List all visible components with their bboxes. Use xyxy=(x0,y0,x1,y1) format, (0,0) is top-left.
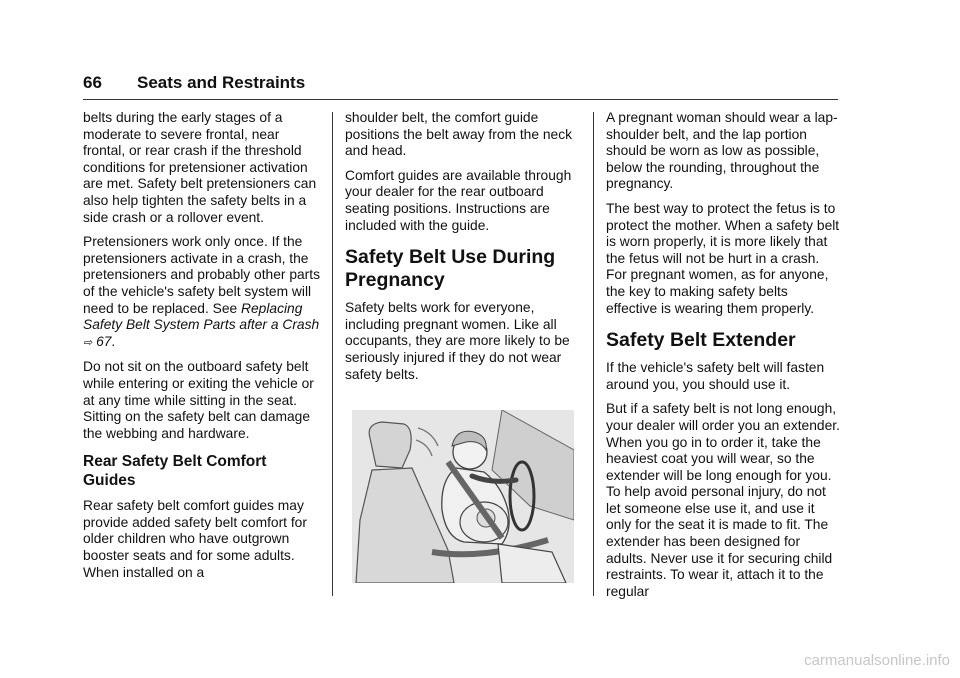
column-3 xyxy=(606,110,842,608)
paragraph-belts-work-for-everyone: Safety belts work for everyone, including pregnant women. Like all occupants, they are more likely to be seriously injured if they do not wear safety belts. xyxy=(345,300,570,382)
pregnant-woman-illustration xyxy=(352,410,574,583)
heading-belt-extender: Safety Belt Extender xyxy=(606,329,796,352)
cross-reference-title: Replacing Safety Belt System Parts after a Crash xyxy=(83,300,320,333)
paragraph-comfort-guides-available: Comfort guides are available through your dealer for the rear outboard seating positions. Instructions are included with the guide. xyxy=(345,167,572,233)
paragraph-pretensioners-once xyxy=(83,234,323,351)
heading-rear-comfort-guides: Rear Safety Belt Comfort Guides xyxy=(83,453,267,490)
heading-pregnancy: Safety Belt Use During Pregnancy xyxy=(345,246,556,292)
page-arrow-icon: ⇨ xyxy=(83,336,93,349)
paragraph-comfort-guides: Rear safety belt comfort guides may provide added safety belt comfort for older children who have outgrown booster seats and for some adults. When installed on a xyxy=(83,498,307,580)
column-divider-1 xyxy=(332,112,333,596)
paragraph-shoulder-belt: shoulder belt, the comfort guide positions the belt away from the neck and head. xyxy=(345,110,573,159)
page-number: 66 xyxy=(83,73,102,92)
column-1 xyxy=(83,110,323,589)
paragraph-extender-details: But if a safety belt is not long enough, your dealer will order you an extender. When you go in to order it, take the heaviest coat you will wear, so the extender will be long enough for you. To help avoid personal injury, do not let someone else use it, and use it only for the seat it is made to fit. The extender has been designed for adults. Never use it for securing child restraints. To wear it, attach it to the regular xyxy=(606,401,840,599)
paragraph-outboard-belt: Do not sit on the outboard safety belt while entering or exiting the vehicle or at any time while sitting in the seat. Sitting on the safety belt can damage the webbing and hardware. xyxy=(83,359,314,441)
column-divider-2 xyxy=(593,112,594,596)
cross-reference-page: 67 xyxy=(96,333,112,349)
paragraph-lap-shoulder-belt: A pregnant woman should wear a lap-shoulder belt, and the lap portion should be worn as low as possible, below the rounding, throughout the pregnancy. xyxy=(606,110,838,192)
column-2 xyxy=(345,110,577,391)
paragraph-protect-fetus: The best way to protect the fetus is to protect the mother. When a safety belt is worn properly, it is more likely that the fetus will not be hurt in a crash. For pregnant women, as for anyone, the key to making safety belts effective is wearing them properly. xyxy=(606,200,840,316)
paragraph-text: Pretensioners work only once. If the pretensioners activate in a crash, the pretensioners and probably other parts of the vehicle's safety belt system will need to be replaced. See xyxy=(83,234,320,316)
illustration-svg xyxy=(352,410,574,583)
paragraph-use-belt: If the vehicle's safety belt will fasten around you, you should use it. xyxy=(606,360,825,392)
section-title: Seats and Restraints xyxy=(137,73,306,92)
watermark: carmanualsonline.info xyxy=(804,652,950,669)
page-header xyxy=(83,73,838,99)
header-rule xyxy=(83,99,838,100)
paragraph-pretensioner-activation: belts during the early stages of a moderate to severe frontal, near frontal, or rear crash if the threshold conditions for pretensioner activation are met. Safety belt pretensioners can also help tighten the safety belts in a side crash or a rollover event. xyxy=(83,110,317,225)
paragraph-end: . xyxy=(111,333,116,349)
